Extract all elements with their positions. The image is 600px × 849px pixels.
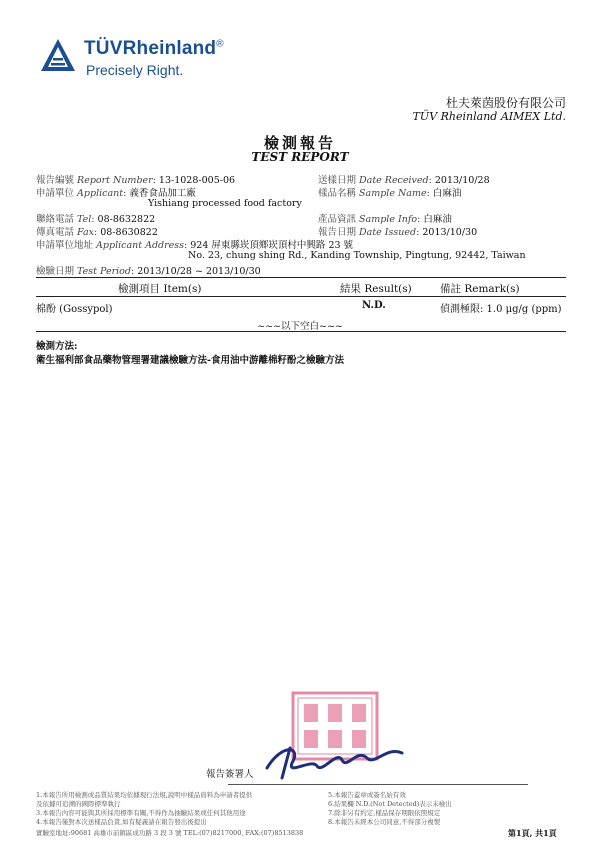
footer-note-8: 8.本報告未經本公司同意,不得部分複製 — [328, 818, 441, 826]
table-header-rule — [36, 296, 566, 297]
header-remark: 備註 Remark(s) — [440, 283, 520, 295]
footer-note-6: 6.結果欄 N.D.(Not Detected)表示未檢出 — [328, 800, 452, 808]
field-sample-info: 產品資訊 Sample Info: 白麻油 — [318, 214, 452, 225]
method-heading: 檢測方法: — [36, 341, 78, 352]
lab-address: 實驗室地址:90681 高雄市前鎮區成功路 3 段 3 號 TEL:(07)8217000, FAX:(07)8513838 — [36, 829, 304, 837]
company-name-en: TÜV Rheinland AIMEX Ltd. — [412, 110, 566, 123]
footer-note-7: 7.除非另有約定,樣品保存期限依照規定 — [328, 809, 441, 817]
header-item: 檢測項目 Item(s) — [118, 283, 202, 295]
brand-name: TÜVRheinland® — [84, 38, 224, 59]
brand-tagline: Precisely Right. — [86, 62, 184, 78]
field-sample-name: 樣品名稱 Sample Name: 白麻油 — [318, 188, 462, 199]
field-tel: 聯絡電話 Tel: 08-8632822 — [36, 214, 156, 225]
end-of-table-marker: ~~~以下空白~~~ — [257, 321, 343, 332]
page-title: 檢測報告 — [263, 134, 336, 152]
company-name-zh: 杜夫萊茵股份有限公司 — [445, 96, 566, 110]
field-applicant-en: Yishiang processed food factory — [148, 198, 302, 209]
method-text: 衛生福利部食品藥物管理署建議檢驗方法-食用油中游離棉籽酚之檢驗方法 — [36, 355, 344, 366]
table-bottom-rule — [36, 331, 566, 332]
signature — [262, 738, 412, 783]
table-top-rule — [36, 277, 566, 278]
page-subtitle: TEST REPORT — [251, 150, 349, 164]
signatory-label: 報告簽署人 — [206, 769, 254, 780]
signature-line — [228, 784, 528, 785]
footer-note-3: 3.本報告內容可能與其所採用標準有關,不得作為抽驗結果或任何其他用途 — [36, 809, 246, 817]
footer-note-4: 4.本報告僅對本次送樣品負責,如有疑義請在報告發出後提出 — [36, 818, 207, 826]
field-address: 申請單位地址 Applicant Address: 924 屏東縣崁頂鄉崁頂村中興路 23 號 — [36, 240, 354, 251]
page-number: 第1頁, 共1頁 — [508, 828, 557, 838]
table-cell-item: 棉酚 (Gossypol) — [36, 304, 113, 315]
header-result: 結果 Result(s) — [340, 283, 412, 295]
field-fax: 傳真電話 Fax: 08-8630822 — [36, 227, 158, 238]
table-cell-result: N.D. — [362, 300, 386, 311]
field-applicant: 申請單位 Applicant: 義香食品加工廠 — [36, 188, 196, 199]
field-date-received: 送樣日期 Date Received: 2013/10/28 — [318, 175, 490, 186]
field-test-period: 檢驗日期 Test Period: 2013/10/28 ~ 2013/10/30 — [36, 266, 261, 277]
field-report-number: 報告編號 Report Number: 13-1028-005-06 — [36, 175, 236, 186]
footer-note-1: 1.本報告所用檢測或品質結果均依據現行法規,說明中樣品資料為申請者提供 — [36, 791, 253, 799]
footer-note-5: 5.本報告蓋章或簽名始有效 — [328, 791, 406, 799]
field-date-issued: 報告日期 Date Issued: 2013/10/30 — [318, 227, 478, 238]
tuv-logo-icon — [40, 38, 76, 72]
table-cell-remark: 偵測極限: 1.0 μg/g (ppm) — [440, 304, 562, 315]
footer-note-2: 及依據可追溯的國際標準執行 — [36, 800, 121, 808]
field-address-en: No. 23, chung shing Rd., Kanding Township, Pingtung, 92442, Taiwan — [188, 250, 526, 261]
